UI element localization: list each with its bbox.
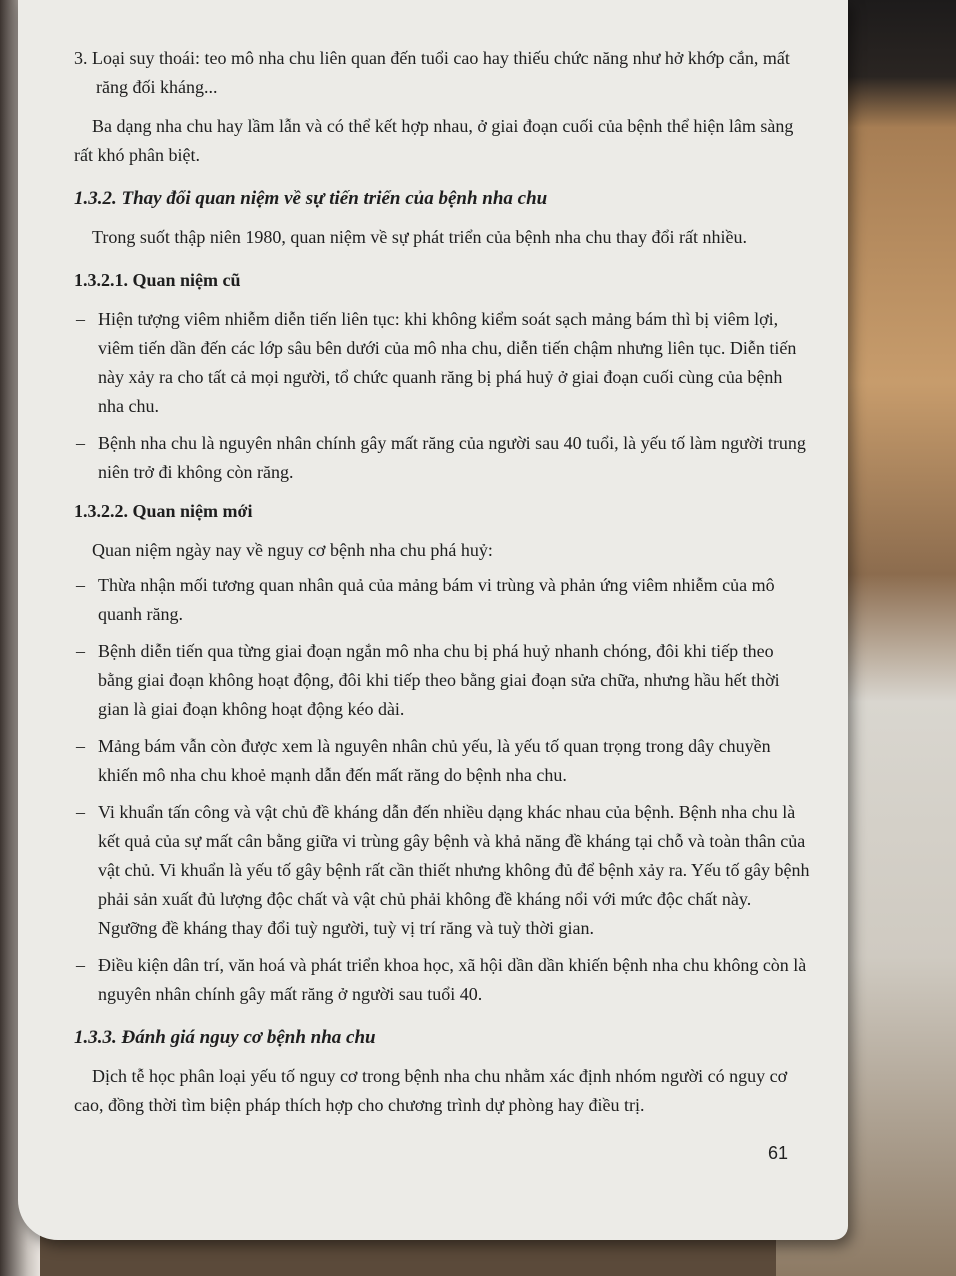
new-item-3-text: Mảng bám vẫn còn được xem là nguyên nhân chủ yếu, là yếu tố quan trọng trong dây chuyền khiến mô nha chu khoẻ mạnh dẫn đến mất răng do bệnh nha chu.	[98, 736, 771, 785]
book-page	[18, 0, 848, 1240]
dash-bullet: –	[76, 736, 85, 756]
dash-bullet: –	[76, 802, 85, 822]
dash-bullet: –	[76, 433, 85, 453]
numbered-item-3: 3. Loại suy thoái: teo mô nha chu liên quan đến tuổi cao hay thiếu chức năng như hở khớp cắn, mất răng đối kháng...	[74, 48, 790, 97]
paragraph-new-intro: Quan niệm ngày nay về nguy cơ bệnh nha chu phá huỷ:	[92, 540, 493, 560]
new-item-2	[74, 637, 812, 724]
old-item-2	[74, 429, 812, 487]
page-number: 61	[767, 1143, 788, 1163]
old-item-1	[74, 305, 812, 421]
new-item-4	[74, 798, 812, 943]
heading-1-3-2: 1.3.2. Thay đổi quan niệm về sự tiến triển của bệnh nha chu	[74, 188, 548, 209]
new-item-1	[74, 571, 812, 629]
paragraph-1980: Trong suốt thập niên 1980, quan niệm về sự phát triển của bệnh nha chu thay đổi rất nhiều.	[92, 227, 747, 247]
dash-bullet: –	[76, 955, 85, 975]
new-item-5	[74, 951, 812, 1009]
new-item-4-text: Vi khuẩn tấn công và vật chủ đề kháng dẫn đến nhiều dạng khác nhau của bệnh. Bệnh nha chu là kết quả của sự mất cân bằng giữa vi trùng gây bệnh và khả năng đề kháng tại chỗ và toàn thân của vật chủ. Vi khuẩn là yếu tố gây bệnh rất cần thiết nhưng không đủ để bệnh xảy ra. Yếu tố gây bệnh phải sản xuất đủ lượng độc chất và vật chủ phải không đề kháng nổi với mức độc chất này. Ngưỡng đề kháng thay đổi tuỳ người, tuỳ vị trí răng và tuỳ thời gian.	[98, 802, 810, 938]
old-item-2-text: Bệnh nha chu là nguyên nhân chính gây mất răng của người sau 40 tuổi, là yếu tố làm người trung niên trở đi không còn răng.	[98, 433, 806, 482]
paragraph-dich-te: Dịch tễ học phân loại yếu tố nguy cơ trong bệnh nha chu nhằm xác định nhóm người có nguy cơ cao, đồng thời tìm biện pháp thích hợp cho chương trình dự phòng hay điều trị.	[74, 1066, 788, 1115]
dash-bullet: –	[76, 641, 85, 661]
dash-bullet: –	[76, 309, 85, 329]
new-item-2-text: Bệnh diễn tiến qua từng giai đoạn ngắn mô nha chu bị phá huỷ nhanh chóng, đôi khi tiếp theo bằng giai đoạn không hoạt động, đôi khi tiếp theo bằng giai đoạn sửa chữa, nhưng hầu hết thời gian là giai đoạn không hoạt động kéo dài.	[98, 641, 780, 719]
heading-1-3-3: 1.3.3. Đánh giá nguy cơ bệnh nha chu	[74, 1027, 376, 1048]
dash-bullet: –	[76, 575, 85, 595]
new-item-3	[74, 732, 812, 790]
new-item-1-text: Thừa nhận mối tương quan nhân quả của mảng bám vi trùng và phản ứng viêm nhiễm của mô quanh răng.	[98, 575, 775, 624]
paragraph-ba-dang: Ba dạng nha chu hay lầm lẫn và có thể kết hợp nhau, ở giai đoạn cuối của bệnh thể hiện lâm sàng rất khó phân biệt.	[74, 116, 794, 165]
old-item-1-text: Hiện tượng viêm nhiễm diễn tiến liên tục: khi không kiểm soát sạch mảng bám thì bị viêm lợi, viêm tiến dần đến các lớp sâu bên dưới của mô nha chu, diễn tiến chậm nhưng liên tục. Diễn tiến này xảy ra cho tất cả mọi người, tổ chức quanh răng bị phá huỷ ở giai đoạn cuối cùng của bệnh nha chu.	[98, 309, 797, 416]
heading-1-3-2-1: 1.3.2.1. Quan niệm cũ	[74, 270, 241, 290]
heading-1-3-2-2: 1.3.2.2. Quan niệm mới	[74, 501, 253, 521]
new-item-5-text: Điều kiện dân trí, văn hoá và phát triển khoa học, xã hội dần dần khiến bệnh nha chu không còn là nguyên nhân chính gây mất răng ở người sau tuổi 40.	[98, 955, 807, 1004]
page-content	[74, 44, 812, 1134]
